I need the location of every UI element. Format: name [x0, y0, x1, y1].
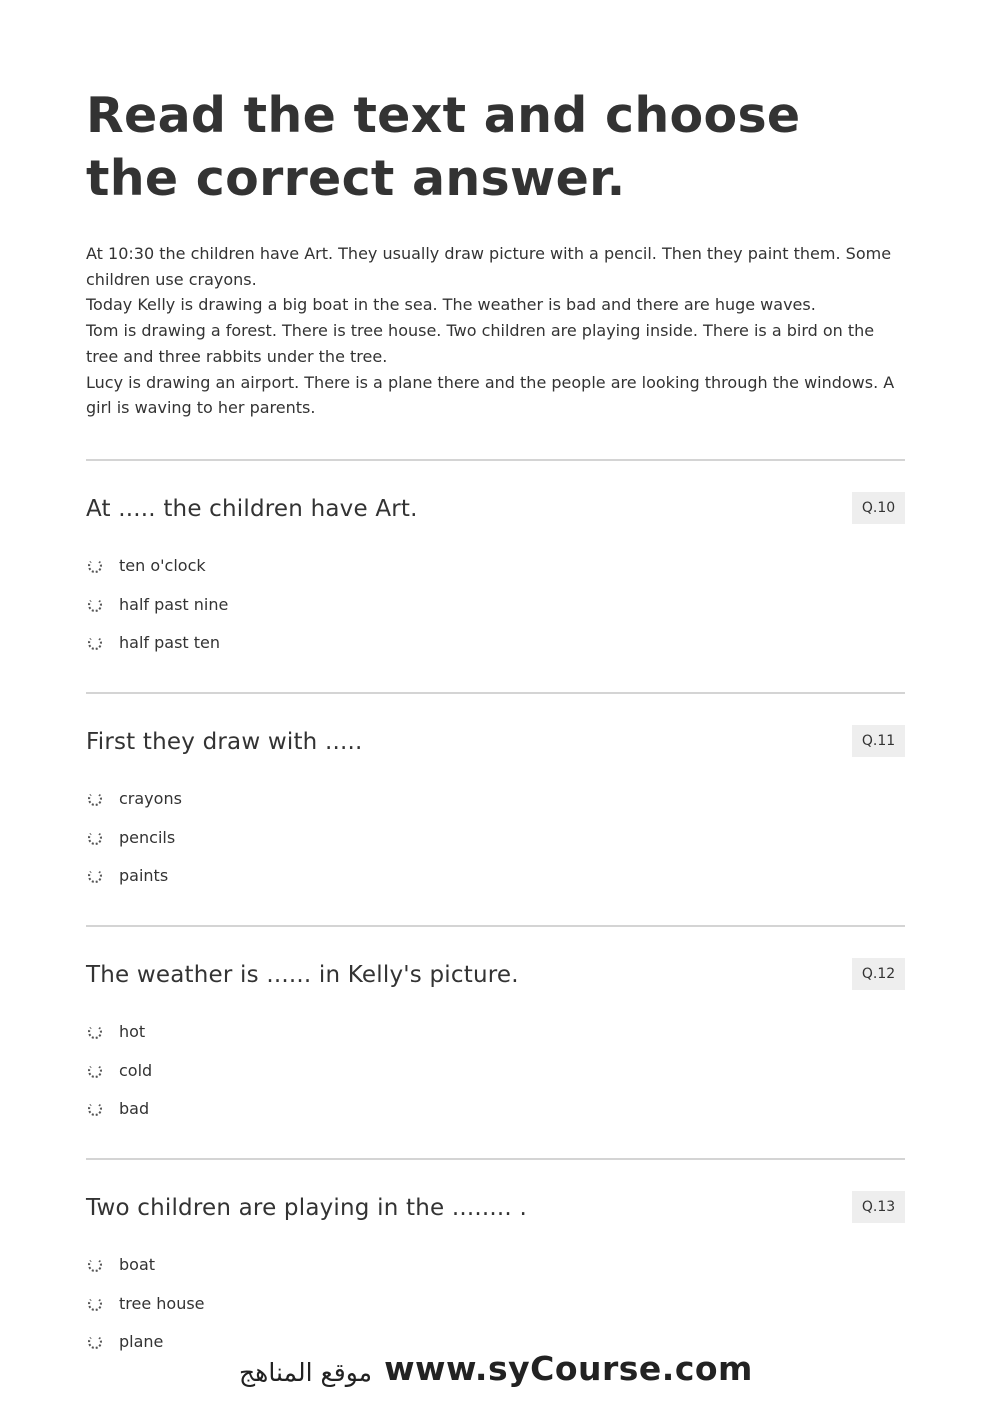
answer-option[interactable] — [86, 631, 220, 655]
question-text: The weather is ...... in Kelly's picture. — [86, 962, 519, 988]
radio-button-icon[interactable] — [88, 598, 102, 612]
answer-option[interactable] — [86, 787, 182, 811]
option-label: crayons — [119, 789, 182, 808]
answer-option[interactable] — [86, 1292, 205, 1316]
option-label: half past ten — [119, 633, 221, 652]
question-number-badge: Q.13 — [852, 1191, 905, 1223]
question-number-badge: Q.11 — [852, 725, 905, 757]
page-title: Read the text and choose the correct answer. — [86, 87, 801, 207]
answer-option[interactable] — [86, 1097, 149, 1121]
radio-button-icon[interactable] — [88, 1064, 102, 1078]
footer-arabic-text: موقع المناهج — [239, 1357, 373, 1387]
answer-option[interactable] — [86, 864, 168, 888]
answer-option[interactable] — [86, 554, 206, 578]
option-label: plane — [119, 1332, 164, 1351]
option-label: tree house — [119, 1294, 205, 1313]
radio-button-icon[interactable] — [88, 792, 102, 806]
option-label: boat — [119, 1255, 156, 1274]
reading-passage — [86, 241, 905, 421]
question-text: Two children are playing in the ........ . — [86, 1195, 527, 1221]
answer-option[interactable] — [86, 593, 228, 617]
passage-paragraph: Tom is drawing a forest. There is tree house. Two children are playing inside. There is a bird on the tree and three rabbits under the tree. — [86, 321, 875, 366]
answer-option[interactable] — [86, 1020, 145, 1044]
footer-url: www.syCourse.com — [384, 1348, 753, 1388]
question-block-q13 — [86, 1158, 905, 1351]
radio-button-icon[interactable] — [88, 1297, 102, 1311]
option-label: paints — [119, 866, 169, 885]
passage-paragraph: Lucy is drawing an airport. There is a plane there and the people are looking through the windows. A girl is waving to her parents. — [86, 372, 895, 418]
radio-button-icon[interactable] — [88, 831, 102, 845]
question-number-badge: Q.10 — [852, 492, 905, 524]
question-block-q11 — [86, 692, 905, 926]
answer-option[interactable] — [86, 1253, 155, 1277]
radio-button-icon[interactable] — [88, 636, 102, 650]
footer-watermark — [0, 1343, 992, 1393]
passage-paragraph: Today Kelly is drawing a big boat in the sea. The weather is bad and there are huge waves. — [86, 295, 816, 315]
option-label: pencils — [119, 828, 176, 847]
question-text: At ..... the children have Art. — [86, 496, 418, 522]
question-number-badge: Q.12 — [852, 958, 905, 990]
option-label: half past nine — [119, 595, 229, 614]
question-text: First they draw with ..... — [86, 729, 363, 755]
answer-option[interactable] — [86, 1059, 152, 1083]
option-label: hot — [119, 1022, 146, 1041]
radio-button-icon[interactable] — [88, 869, 102, 883]
passage-paragraph: At 10:30 the children have Art. They usually draw picture with a pencil. Then they paint them. Some children use crayons. — [86, 244, 892, 289]
question-block-q10 — [86, 459, 905, 693]
radio-button-icon[interactable] — [88, 1102, 102, 1116]
question-block-q12 — [86, 925, 905, 1159]
option-label: bad — [119, 1099, 150, 1118]
radio-button-icon[interactable] — [88, 559, 102, 573]
radio-button-icon[interactable] — [88, 1025, 102, 1039]
option-label: ten o'clock — [119, 556, 206, 575]
radio-button-icon[interactable] — [88, 1258, 102, 1272]
option-label: cold — [119, 1061, 153, 1080]
answer-option[interactable] — [86, 826, 175, 850]
